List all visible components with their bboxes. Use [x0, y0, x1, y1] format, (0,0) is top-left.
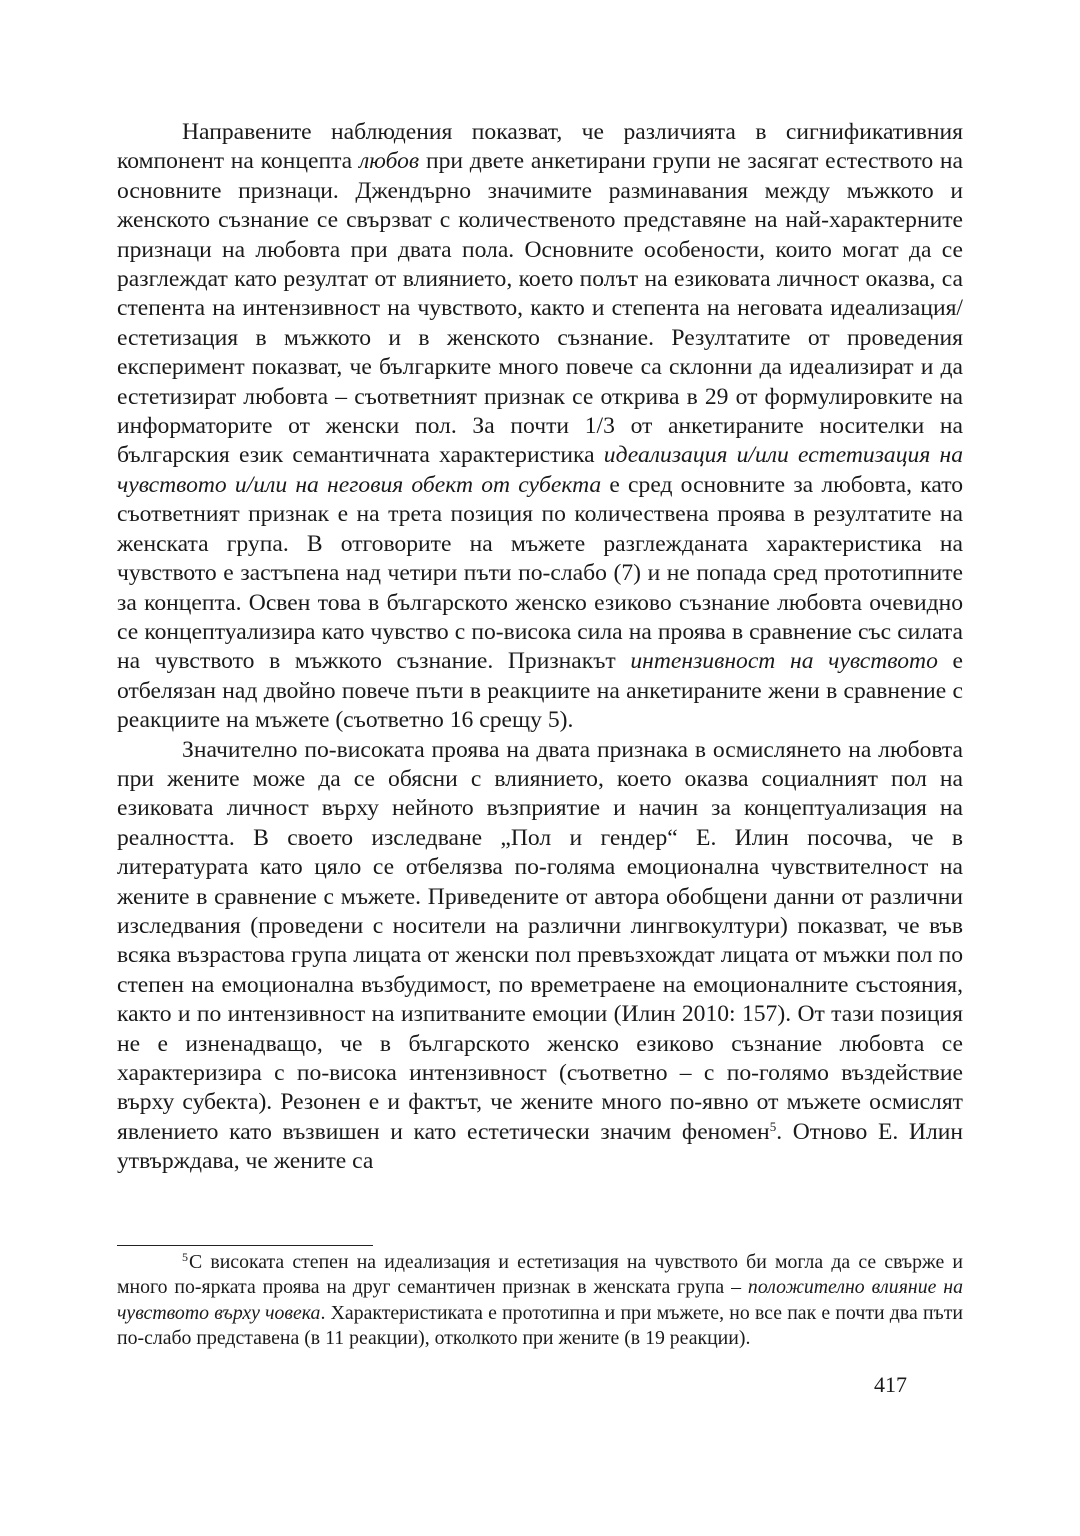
- footnote: [117, 1250, 963, 1352]
- paragraph-2-text-b: . Отново Е. Илин утвърждава, че жените са: [117, 1118, 963, 1175]
- main-text: [117, 118, 963, 1177]
- paragraph-2: [117, 736, 963, 1177]
- paragraph-2-text-a: Значително по-високата проява на двата признака в осмислянето на любовта при жените може да се обясни с влиянието, което оказва социалният пол на езиковата личност върху нейното възприятие и начин за концептуализация на реалността. В своето изследване „Пол и гендер“ Е. Илин посочва, че в литературата като цяло се отбелязва по-голяма емоционална чувствителност на жените в сравнение с мъжете. Приведените от автора обобщени данни от различни изследвания (проведени с носители на различни лингвокултури) показват, че във всяка възрастова група лицата от женски пол превъзхождат лицата от мъжки пол по степен на емоционална възбудимост, по времетраене на емоционалните състояния, както и по интензивност на изпитваните емоции (Илин 2010: 157). От тази позиция не е изненадващо, че в българското женско езиково съзнание любовта се характеризира с по-висока интензивност (съответно – с по-голямо въздействие върху субекта). Резонен е и фактът, че жените много по-явно от мъжете осмислят явлението като възвишен и като естетически значим феномен: [117, 736, 963, 1145]
- footnote-separator: [117, 1245, 373, 1246]
- footnote-paragraph: [117, 1250, 963, 1352]
- footnote-reference: 5: [769, 1118, 777, 1134]
- page-number: 417: [874, 1372, 907, 1397]
- footnote-text-a: С високата степен на идеализация и естетизация на чувството би могла да се свърже и много по-ярката проява на друг семантичен признак в женската група –: [117, 1251, 963, 1299]
- paragraph-1-text-e: е сред основните за любовта, като съответният признак е на трета позиция по количествена проява в резултатите на женската група. В отговорите на мъжете разглежданата характеристика на чувството е застъпена над четири пъти по-слабо (7) и не попада сред прототипните за концепта. Освен това в българското женско езиково съзнание любовта очевидно се концептуализира като чувство с по-висока сила на проява в сравнение със силата на чувството в мъжкото съзнание. Признакът: [117, 471, 963, 675]
- paragraph-1-text-a: Направените наблюдения показват, че различията в сигнификативния компонент на концепта: [117, 119, 963, 175]
- footnote-mark: 5: [182, 1250, 188, 1264]
- paragraph-1-italic-term: любов: [358, 148, 420, 175]
- paragraph-1-text-g: е отбелязан над двойно повече пъти в реакциите на анкетираните жени в сравнение с реакциите на мъжете (съответно 16 срещу 5).: [117, 648, 963, 734]
- paragraph-1-text-c: при двете анкетирани групи не засягат естеството на основните признаци. Джендърно значимите разминавания между мъжкото и женското съзнание се свързват с количественото представяне на най-характерните признаци на любовта при двата пола. Основните особености, които могат да се разглеждат като резултат от влиянието, което полът на езиковата личност оказва, са степента на интензивност на чувството, както и степента на неговата идеализация/естетизация в мъжкото и в женското съзнание. Резултатите от проведения експеримент показват, че българките много повече са склонни да идеализират и да естетизират любовта – съответният признак се открива в 29 от формулировките на информаторите от женски пол. За почти 1/3 от анкетираните носителки на българския език семантичната характеристика: [117, 148, 963, 469]
- paragraph-1: [117, 118, 963, 736]
- paragraph-1-italic-characteristic: идеализация и/или естетизация на чувството и/или на неговия обект от субекта: [117, 442, 963, 498]
- paragraph-1-italic-intensity: интензивност на чувството: [630, 648, 938, 675]
- footnote-italic-feature: положително влияние на чувството върху човека: [117, 1276, 963, 1324]
- footnote-text-c: . Характеристиката е прототипна и при мъжете, но все пак е почти два пъти по-слабо представена (в 11 реакции), отколкото при жените (в 19 реакции).: [117, 1301, 963, 1350]
